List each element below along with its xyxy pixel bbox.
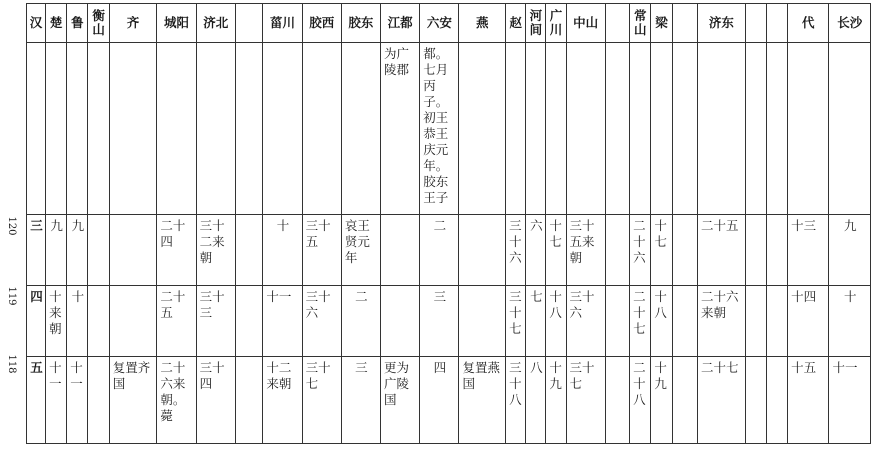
table-cell xyxy=(697,357,745,444)
kingdoms-table xyxy=(26,3,871,444)
cell-text: 九 xyxy=(843,218,857,233)
column-header-17: 中山 xyxy=(566,4,605,43)
cell-text: 三 xyxy=(355,360,368,375)
table-cell xyxy=(788,357,829,444)
cell-text: 十 xyxy=(843,289,857,304)
cell-text: 二十六来朝。薨 xyxy=(160,360,186,423)
table-cell xyxy=(651,286,672,357)
table-cell xyxy=(459,357,506,444)
table-cell xyxy=(697,43,745,215)
year-label-119: 119 xyxy=(6,286,17,306)
cell-text: 二十六来朝 xyxy=(700,289,739,320)
column-header-15: 河间 xyxy=(526,4,546,43)
table-cell xyxy=(109,286,157,357)
cell-text: 十七 xyxy=(654,218,667,249)
table-cell xyxy=(157,215,196,286)
cell-text: 三 xyxy=(30,218,43,233)
table-cell xyxy=(788,215,829,286)
table-cell xyxy=(263,43,302,215)
cell-text: 二十五 xyxy=(700,218,739,233)
table-cell xyxy=(788,43,829,215)
year-label-118: 118 xyxy=(6,354,17,374)
cell-text: 二 xyxy=(355,289,368,304)
cell-text: 三十四 xyxy=(199,360,225,391)
column-header-25: 代 xyxy=(788,4,829,43)
table-cell xyxy=(566,43,605,215)
cell-text: 三十八 xyxy=(509,360,522,407)
table-cell xyxy=(302,43,341,215)
table-cell xyxy=(829,43,871,215)
cell-text: 十九 xyxy=(549,360,562,391)
table-cell xyxy=(263,286,302,357)
table-cell xyxy=(302,215,341,286)
cell-text: 十来朝 xyxy=(49,289,62,336)
table-cell xyxy=(88,286,109,357)
column-header-1: 楚 xyxy=(46,4,67,43)
cell-text: 二十四 xyxy=(160,218,186,249)
table-cell xyxy=(651,215,672,286)
cell-text: 二十五 xyxy=(160,289,186,320)
table-cell xyxy=(697,286,745,357)
column-header-9: 胶西 xyxy=(302,4,341,43)
table-row xyxy=(27,43,871,215)
table-cell xyxy=(157,43,196,215)
table-cell xyxy=(157,286,196,357)
table-cell xyxy=(745,215,766,286)
table-cell xyxy=(829,357,871,444)
year-label-120: 120 xyxy=(6,216,17,236)
column-header-20: 梁 xyxy=(651,4,672,43)
cell-text: 十 xyxy=(276,218,290,233)
column-header-3: 衡山 xyxy=(88,4,109,43)
table-cell xyxy=(27,357,46,444)
column-header-13: 燕 xyxy=(459,4,506,43)
cell-text: 三 xyxy=(433,289,447,304)
table-cell xyxy=(745,43,766,215)
cell-text: 七 xyxy=(530,289,543,304)
table-cell xyxy=(526,286,546,357)
cell-text: 二十七 xyxy=(633,289,646,336)
table-cell xyxy=(67,215,88,286)
column-header-2: 鲁 xyxy=(67,4,88,43)
cell-text: 五 xyxy=(30,360,43,375)
table-cell xyxy=(672,43,697,215)
cell-text: 十二来朝 xyxy=(266,360,292,391)
table-cell xyxy=(109,357,157,444)
cell-text: 十一 xyxy=(266,289,292,304)
table-cell xyxy=(46,215,67,286)
table-cell xyxy=(88,215,109,286)
table-cell xyxy=(27,215,46,286)
table-cell xyxy=(88,43,109,215)
cell-text: 更为广陵国 xyxy=(384,360,410,407)
table-cell xyxy=(46,43,67,215)
table-cell xyxy=(651,357,672,444)
cell-text: 三十三 xyxy=(199,289,225,320)
table-cell xyxy=(341,215,380,286)
table-cell xyxy=(109,215,157,286)
table-cell xyxy=(546,286,566,357)
cell-text: 二十六 xyxy=(633,218,646,265)
table-cell xyxy=(605,43,629,215)
cell-text: 十一 xyxy=(49,360,62,391)
table-cell xyxy=(381,357,420,444)
column-header-11: 江都 xyxy=(381,4,420,43)
cell-text: 哀王贤元年 xyxy=(344,218,370,265)
table-cell xyxy=(263,357,302,444)
table-cell xyxy=(745,357,766,444)
table-cell xyxy=(766,43,787,215)
table-cell xyxy=(302,357,341,444)
cell-text: 十 xyxy=(71,289,85,304)
table-cell xyxy=(672,357,697,444)
table-cell xyxy=(526,357,546,444)
table-cell xyxy=(196,43,235,215)
cell-text: 三十六 xyxy=(305,289,331,320)
column-header-8: 菑川 xyxy=(263,4,302,43)
cell-text: 六 xyxy=(530,218,543,233)
table-cell xyxy=(672,286,697,357)
table-cell xyxy=(546,43,566,215)
table-cell xyxy=(341,286,380,357)
table-cell xyxy=(829,215,871,286)
column-header-10: 胶东 xyxy=(341,4,380,43)
table-cell xyxy=(420,286,459,357)
table-cell xyxy=(766,286,787,357)
cell-text: 十三 xyxy=(791,218,817,233)
table-cell xyxy=(630,215,651,286)
column-header-26: 长沙 xyxy=(829,4,871,43)
column-header-12: 六安 xyxy=(420,4,459,43)
table-cell xyxy=(235,43,263,215)
cell-text: 二十七 xyxy=(700,360,739,375)
column-header-18 xyxy=(605,4,629,43)
table-cell xyxy=(672,215,697,286)
table-cell xyxy=(766,215,787,286)
table-cell xyxy=(381,43,420,215)
table-cell xyxy=(630,286,651,357)
cell-text: 十八 xyxy=(549,289,562,320)
column-header-24 xyxy=(766,4,787,43)
column-header-0: 汉 xyxy=(27,4,46,43)
table-cell xyxy=(605,286,629,357)
cell-text: 三十五来朝 xyxy=(569,218,595,265)
table-row xyxy=(27,286,871,357)
table-cell xyxy=(605,357,629,444)
cell-text: 复置燕国 xyxy=(462,360,500,391)
cell-text: 十五 xyxy=(791,360,817,375)
table-cell xyxy=(196,286,235,357)
cell-text: 都。七月丙子。初王恭王庆元年。胶东王子 xyxy=(423,46,449,205)
table-cell xyxy=(630,357,651,444)
table-cell xyxy=(67,43,88,215)
cell-text: 二十八 xyxy=(633,360,646,407)
table-cell xyxy=(420,357,459,444)
cell-text: 三十六 xyxy=(569,289,595,320)
column-header-22: 济东 xyxy=(697,4,745,43)
column-header-14: 赵 xyxy=(506,4,526,43)
table-cell xyxy=(651,43,672,215)
table-cell xyxy=(829,286,871,357)
cell-text: 八 xyxy=(530,360,543,375)
table-cell xyxy=(420,215,459,286)
cell-text: 九 xyxy=(50,218,63,233)
cell-text: 十一 xyxy=(832,360,858,375)
table-cell xyxy=(506,43,526,215)
column-header-5: 城阳 xyxy=(157,4,196,43)
table-cell xyxy=(46,357,67,444)
cell-text: 三十五 xyxy=(305,218,331,249)
table-cell xyxy=(546,357,566,444)
table-cell xyxy=(766,357,787,444)
table-cell xyxy=(566,286,605,357)
table-cell xyxy=(196,357,235,444)
table-cell xyxy=(566,357,605,444)
table-cell xyxy=(27,286,46,357)
cell-text: 三十七 xyxy=(305,360,331,391)
table-body xyxy=(27,43,871,444)
table-cell xyxy=(506,357,526,444)
table-cell xyxy=(546,215,566,286)
table-cell xyxy=(235,215,263,286)
column-header-4: 齐 xyxy=(109,4,157,43)
cell-text: 二 xyxy=(433,218,447,233)
year-margin xyxy=(0,0,24,461)
cell-text: 三十二来朝 xyxy=(199,218,225,265)
cell-text: 十九 xyxy=(654,360,667,391)
table-cell xyxy=(381,215,420,286)
table-cell xyxy=(420,43,459,215)
table-cell xyxy=(506,286,526,357)
cell-text: 十七 xyxy=(549,218,562,249)
table-cell xyxy=(263,215,302,286)
column-header-6: 济北 xyxy=(196,4,235,43)
table-cell xyxy=(88,357,109,444)
cell-text: 十四 xyxy=(791,289,817,304)
table-row xyxy=(27,357,871,444)
cell-text: 为广陵郡 xyxy=(384,46,410,77)
table-cell xyxy=(459,215,506,286)
cell-text: 十八 xyxy=(654,289,667,320)
cell-text: 复置齐国 xyxy=(112,360,151,391)
table-cell xyxy=(196,215,235,286)
table-cell xyxy=(235,286,263,357)
cell-text: 四 xyxy=(433,360,447,375)
column-header-21 xyxy=(672,4,697,43)
table-cell xyxy=(745,286,766,357)
table-cell xyxy=(506,215,526,286)
column-header-7 xyxy=(235,4,263,43)
table-cell xyxy=(46,286,67,357)
table-cell xyxy=(526,215,546,286)
table-cell xyxy=(526,43,546,215)
table-cell xyxy=(67,286,88,357)
cell-text: 四 xyxy=(30,289,43,304)
table-cell xyxy=(235,357,263,444)
table-cell xyxy=(341,43,380,215)
cell-text: 九 xyxy=(71,218,85,233)
table-cell xyxy=(109,43,157,215)
table-cell xyxy=(566,215,605,286)
cell-text: 三十七 xyxy=(509,289,522,336)
column-header-16: 广川 xyxy=(546,4,566,43)
table-cell xyxy=(605,215,629,286)
table-cell xyxy=(381,286,420,357)
table-row xyxy=(27,215,871,286)
table-cell xyxy=(67,357,88,444)
cell-text: 三十六 xyxy=(509,218,522,265)
cell-text: 三十七 xyxy=(569,360,595,391)
column-header-23 xyxy=(745,4,766,43)
table-cell xyxy=(788,286,829,357)
table-cell xyxy=(630,43,651,215)
table-cell xyxy=(459,286,506,357)
header-row xyxy=(27,4,871,43)
column-header-19: 常山 xyxy=(630,4,651,43)
cell-text: 十一 xyxy=(70,360,83,391)
table-cell xyxy=(302,286,341,357)
table-cell xyxy=(27,43,46,215)
table-cell xyxy=(459,43,506,215)
table-cell xyxy=(341,357,380,444)
table-cell xyxy=(157,357,196,444)
table-cell xyxy=(697,215,745,286)
